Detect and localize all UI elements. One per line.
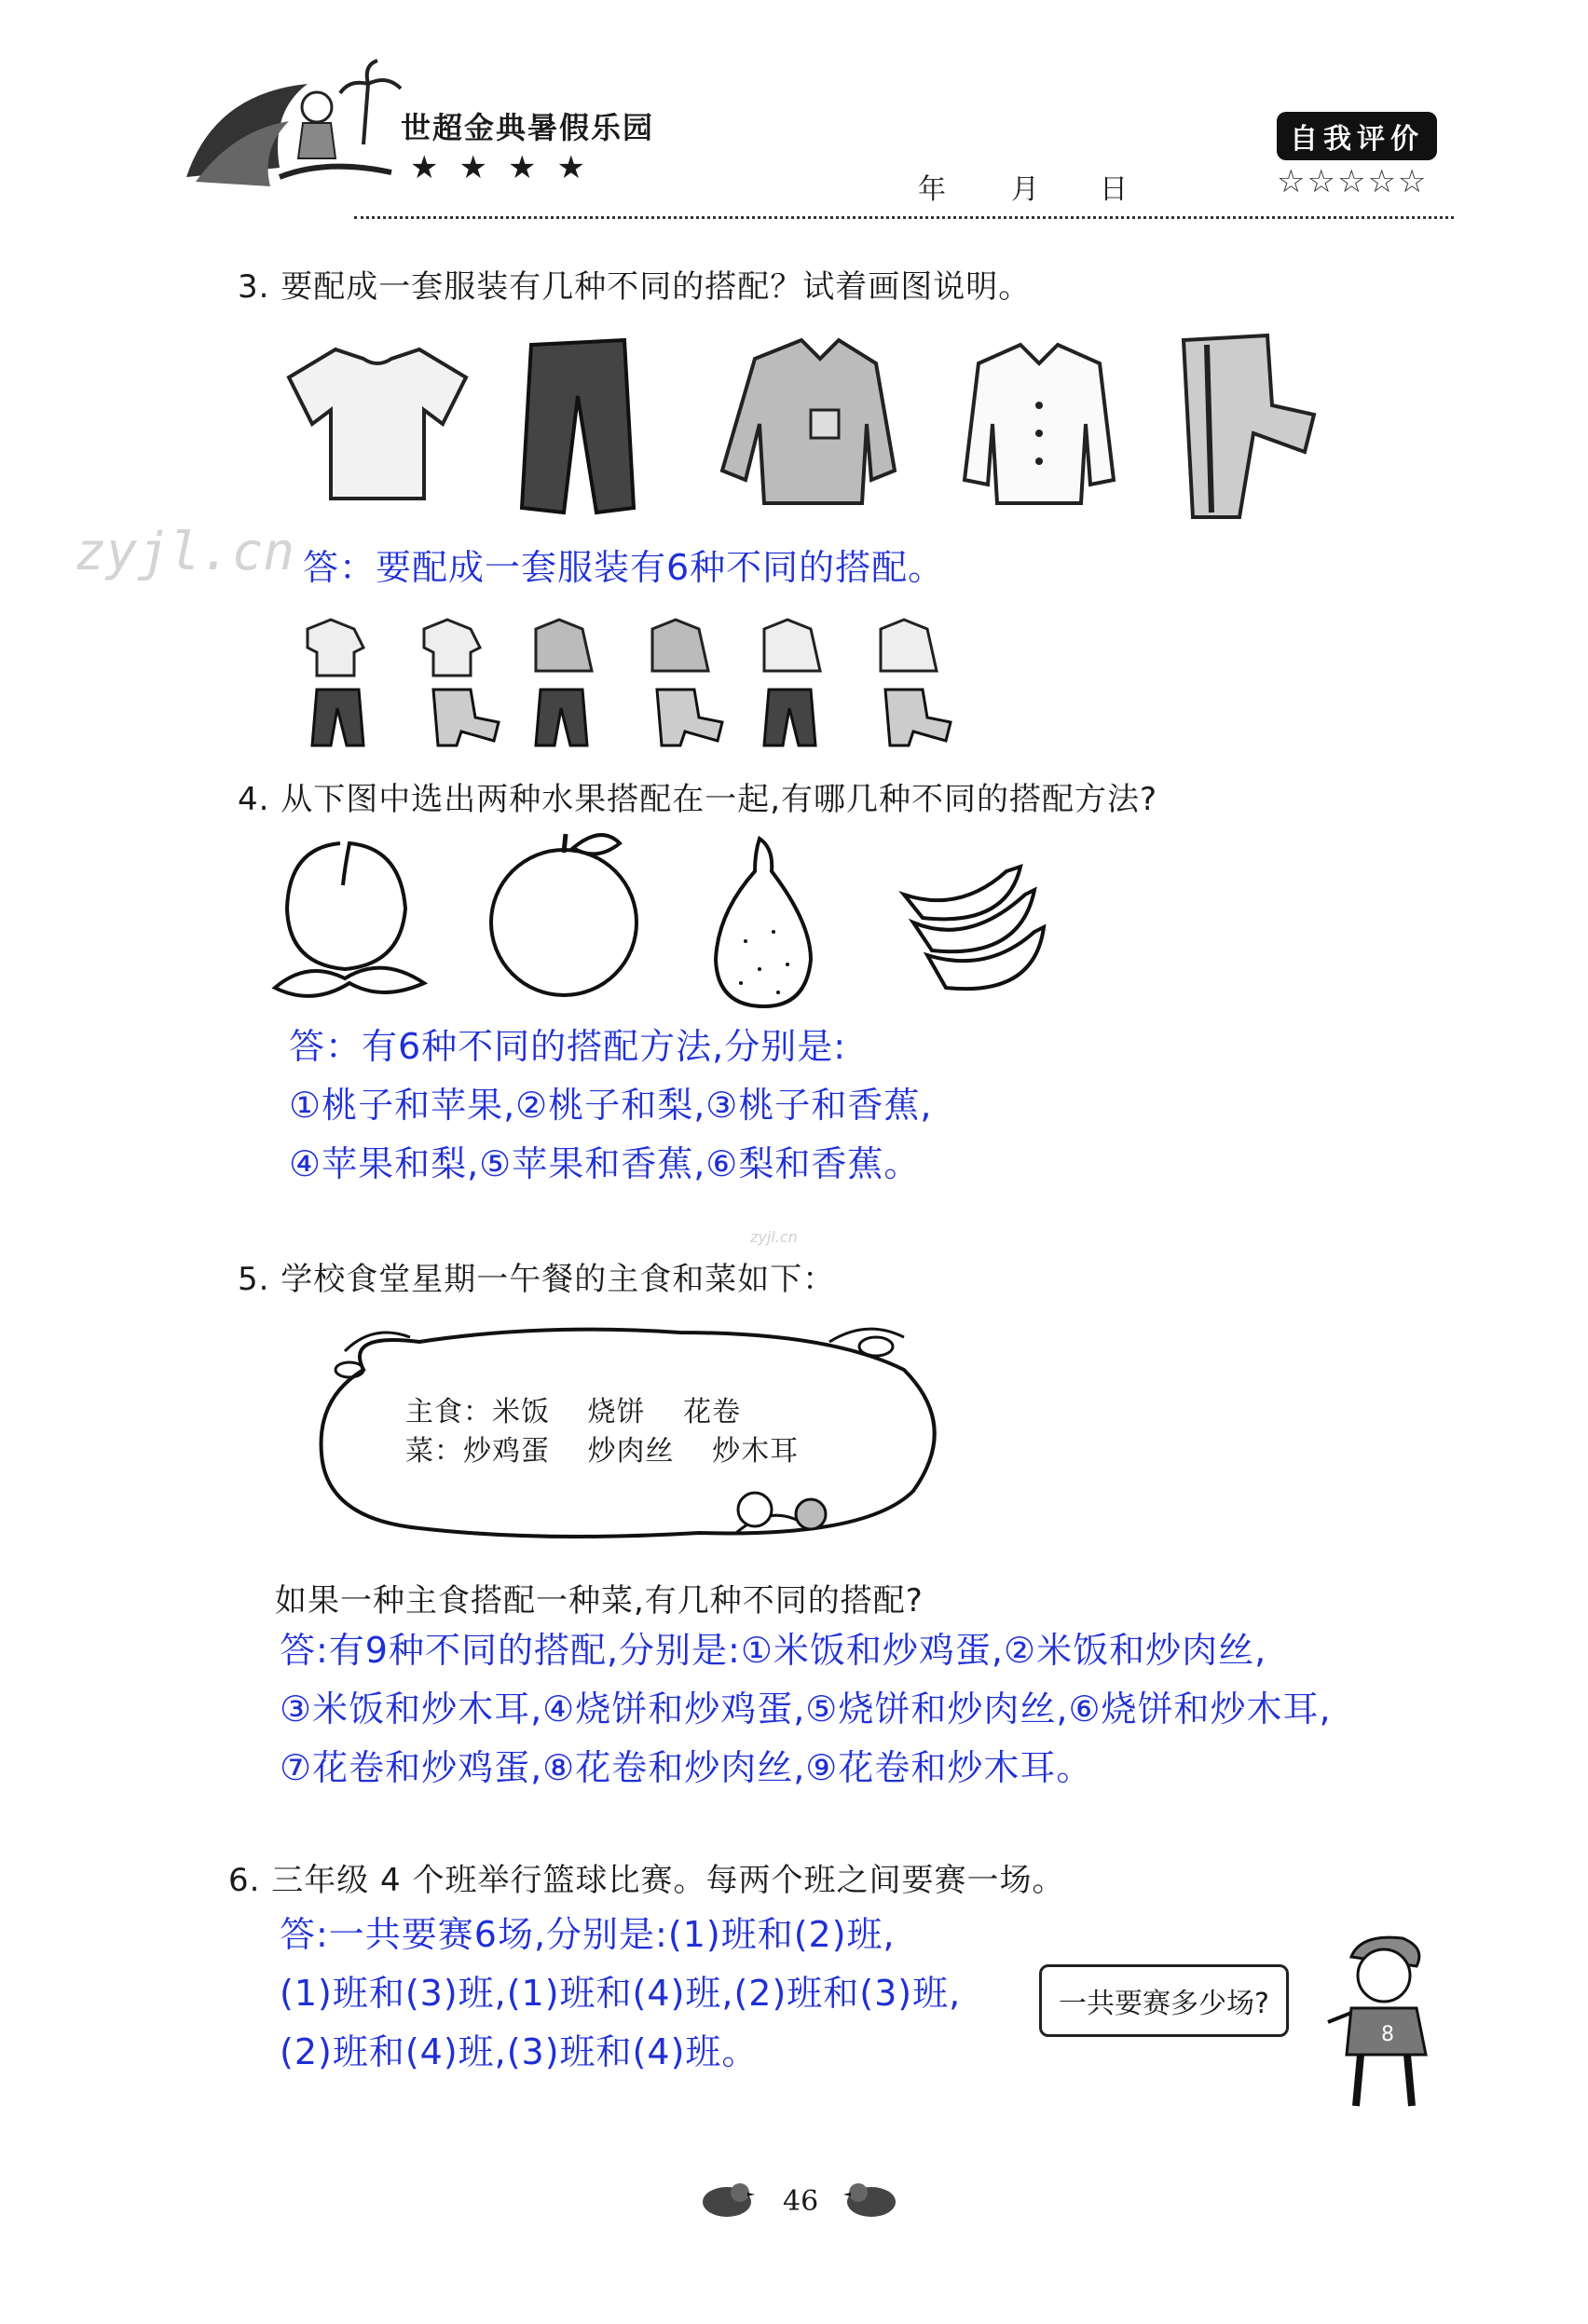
outfit-combinations-image — [298, 615, 988, 755]
date-year: 年 — [918, 173, 950, 206]
watermark-small: zyjl.cn — [750, 1228, 798, 1246]
date-month: 月 — [1011, 173, 1043, 206]
clothing-images — [270, 321, 1333, 536]
banana-image — [904, 867, 1044, 989]
answer-6-line-1: 答:一共要赛6场,分别是:(1)班和(2)班, — [280, 1914, 896, 1955]
tshirt-image — [289, 349, 466, 499]
dish-item: 炒木耳 — [712, 1435, 800, 1468]
jacket-image — [722, 340, 895, 503]
question-5-sub: 如果一种主食搭配一种菜,有几种不同的搭配? — [275, 1582, 924, 1620]
boy-character-image — [1323, 1929, 1444, 2115]
dishes-label: 菜： — [405, 1435, 463, 1468]
answer-5-line-3: ⑦花卷和炒鸡蛋,⑧花卷和炒肉丝,⑨花卷和炒木耳。 — [280, 1747, 1093, 1788]
speech-bubble: 一共要赛多少场? — [1039, 1964, 1289, 2037]
apple-image — [491, 834, 637, 995]
answer-4-line-3: ④苹果和梨,⑤苹果和香蕉,⑥梨和香蕉。 — [289, 1143, 921, 1184]
svg-text:8: 8 — [1381, 2023, 1394, 2046]
question-5: 5. 学校食堂星期一午餐的主食和菜如下： — [238, 1261, 836, 1298]
watermark-logo: zyjl.cn — [75, 522, 295, 582]
self-evaluation-stars[interactable]: ☆☆☆☆☆ — [1277, 163, 1429, 200]
dish-item: 炒鸡蛋 — [463, 1435, 550, 1468]
footer-bird-left-icon — [699, 2176, 755, 2222]
logo-stars: ★★★★ — [410, 149, 606, 186]
date-day: 日 — [1100, 173, 1131, 206]
jeans-image — [522, 340, 634, 513]
sweatpants-image — [1184, 335, 1314, 517]
answer-6-line-2: (1)班和(3)班,(1)班和(4)班,(2)班和(3)班, — [280, 1973, 962, 2014]
staples-label: 主食： — [405, 1396, 492, 1429]
logo-title: 世超金典暑假乐园 — [401, 110, 655, 145]
answer-4-line-2: ①桃子和苹果,②桃子和梨,③桃子和香蕉, — [289, 1085, 933, 1126]
answer-5-line-1: 答:有9种不同的搭配,分别是:①米饭和炒鸡蛋,②米饭和炒肉丝, — [280, 1630, 1267, 1671]
page-number: 46 — [783, 2185, 819, 2218]
staple-item: 烧饼 — [587, 1396, 646, 1429]
answer-4-line-1: 答：有6种不同的搭配方法,分别是: — [289, 1026, 847, 1067]
question-3: 3. 要配成一套服装有几种不同的搭配？试着画图说明。 — [238, 268, 1032, 306]
question-6: 6. 三年级 4 个班举行篮球比赛。每两个班之间要赛一场。 — [228, 1862, 1065, 1899]
shirt-image — [965, 345, 1114, 503]
menu-dishes-row — [405, 1428, 799, 1469]
peach-image — [275, 843, 424, 996]
menu-staples-row — [405, 1388, 741, 1429]
answer-5-line-2: ③米饭和炒木耳,④烧饼和炒鸡蛋,⑤烧饼和炒肉丝,⑥烧饼和炒木耳, — [280, 1688, 1332, 1729]
dish-item: 炒肉丝 — [587, 1435, 675, 1468]
staple-item: 米饭 — [492, 1396, 550, 1429]
answer-6-line-3: (2)班和(4)班,(3)班和(4)班。 — [280, 2031, 759, 2072]
answer-3: 答：要配成一套服装有6种不同的搭配。 — [303, 547, 945, 588]
footer-bird-right-icon — [843, 2176, 899, 2222]
self-evaluation-label: 自我评价 — [1277, 112, 1437, 160]
fruit-images — [270, 829, 1072, 1016]
pear-image — [716, 839, 811, 1006]
staple-item: 花卷 — [683, 1396, 742, 1429]
question-4: 4. 从下图中选出两种水果搭配在一起,有哪几种不同的搭配方法? — [238, 781, 1158, 818]
header-divider — [354, 216, 1454, 219]
